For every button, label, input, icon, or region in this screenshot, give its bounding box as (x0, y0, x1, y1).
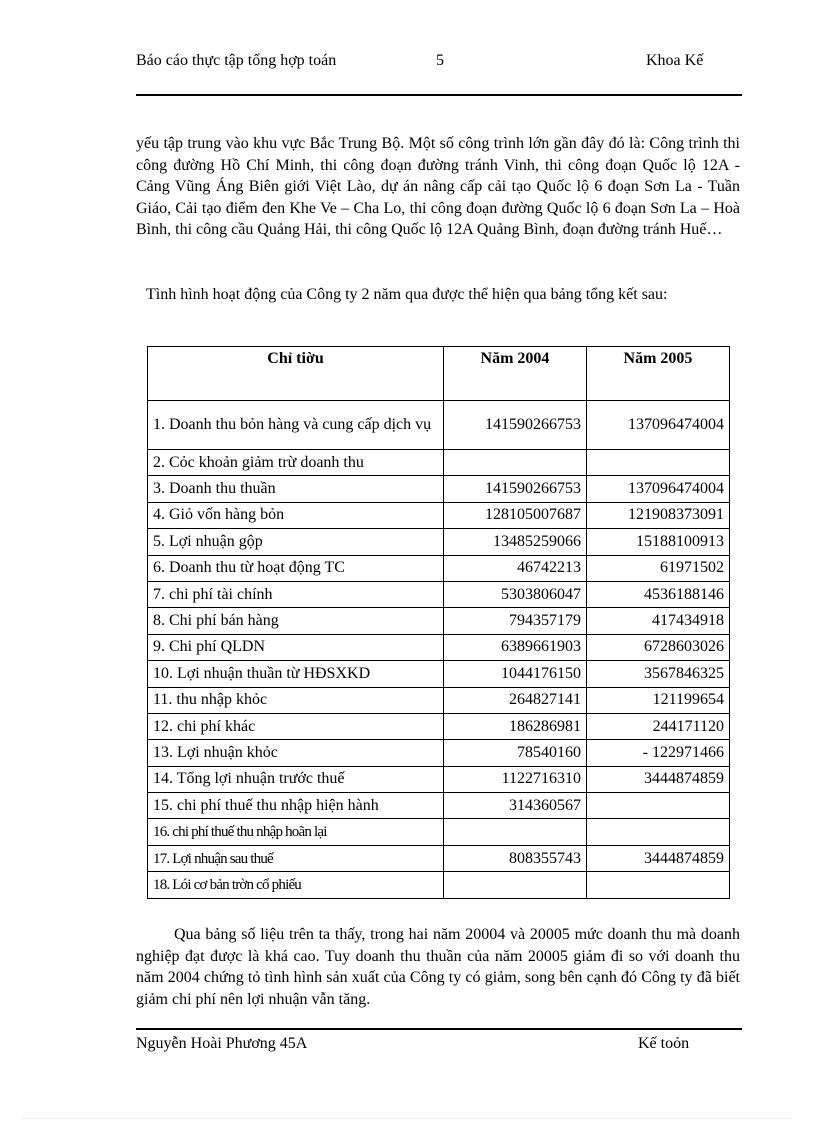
value-2004: 6389661903 (444, 634, 587, 660)
value-2005 (587, 450, 730, 476)
indicator-name: 14. Tổng lợi nhuận trước thuế (148, 766, 444, 792)
indicator-name: 2. Cỏc khoản giảm trừ doanh thu (148, 450, 444, 476)
indicator-name: 15. chi phí thuế thu nhập hiện hành (148, 793, 444, 819)
value-2005 (587, 793, 730, 819)
value-2004: 1044176150 (444, 661, 587, 687)
value-2004: 141590266753 (444, 401, 587, 450)
value-2005: 121199654 (587, 687, 730, 713)
table-row (148, 581, 730, 607)
table-row (148, 634, 730, 660)
value-2004: 808355743 (444, 845, 587, 871)
indicator-name: 7. chi phí tài chính (148, 581, 444, 607)
indicator-name: 13. Lợi nhuận khỏc (148, 740, 444, 766)
table-row (148, 713, 730, 739)
indicator-name: 5. Lợi nhuận gộp (148, 529, 444, 555)
value-2004 (444, 450, 587, 476)
value-2005: 137096474004 (587, 476, 730, 502)
value-2004: 13485259066 (444, 529, 587, 555)
intro-paragraph: yếu tập trung vào khu vực Bắc Trung Bộ. Một số công trình lớn gần đây đó là: Công trình thi công đường Hồ Chí Minh, thi công đoạn đường tránh Vinh, thi công đoạn Quốc lộ 12A - Cảng Vũng Áng Biên giới Việt Lào, dự án nâng cấp cải tạo Quốc lộ 6 đoạn Sơn La - Tuần Giáo, Cải tạo điểm đen Khe Ve – Cha Lo, thi công đoạn đường Quốc lộ 6 đoạn Sơn La – Hoà Bình, thi công cầu Quảng Hải, thi công Quốc lộ 12A Quảng Bình, đoạn đường tránh Huế… (136, 135, 740, 239)
table-intro-paragraph: Tình hình hoạt động của Công ty 2 năm qua được thể hiện qua bảng tổng kết sau: (146, 286, 668, 303)
value-2005: 15188100913 (587, 529, 730, 555)
value-2004: 1122716310 (444, 766, 587, 792)
indicator-name: 6. Doanh thu từ hoạt động TC (148, 555, 444, 581)
conclusion-paragraph: Qua bảng số liệu trên ta thấy, trong hai năm 20004 và 20005 mức doanh thu mà doanh nghiệp đạt được là khá cao. Tuy doanh thu thuần của năm 20005 giảm đi so với doanh thu năm 2004 chứng tỏ tình hình sản xuất của Công ty có giảm, song bên cạnh đó Công ty đã biết giảm chi phí nên lợi nhuận vẫn tăng. (136, 926, 740, 1008)
indicator-name: 16. chi phí thuế thu nhập hoãn lại (148, 819, 444, 845)
value-2005: 121908373091 (587, 502, 730, 528)
table-row (148, 766, 730, 792)
value-2004: 5303806047 (444, 581, 587, 607)
value-2005: 4536188146 (587, 581, 730, 607)
table-row (148, 529, 730, 555)
value-2005: 61971502 (587, 555, 730, 581)
table-row (148, 819, 730, 845)
table-row (148, 608, 730, 634)
header-year-2004: Năm 2004 (444, 347, 587, 401)
value-2004: 314360567 (444, 793, 587, 819)
table-row (148, 555, 730, 581)
indicator-name: 17. Lợi nhuận sau thuế (148, 845, 444, 871)
value-2005: 137096474004 (587, 401, 730, 450)
header-divider (136, 94, 742, 96)
indicator-name: 1. Doanh thu bỏn hàng và cung cấp dịch vụ (148, 401, 444, 450)
value-2005: 244171120 (587, 713, 730, 739)
business-results-table (147, 346, 730, 899)
header-indicator: Chỉ tiờu (148, 347, 444, 401)
table-row (148, 502, 730, 528)
value-2005: 3444874859 (587, 845, 730, 871)
value-2005: 6728603026 (587, 634, 730, 660)
value-2004: 264827141 (444, 687, 587, 713)
table-row (148, 793, 730, 819)
value-2005: 3444874859 (587, 766, 730, 792)
indicator-name: 4. Giỏ vốn hàng bỏn (148, 502, 444, 528)
indicator-name: 3. Doanh thu thuần (148, 476, 444, 502)
table-row (148, 740, 730, 766)
value-2005: 3567846325 (587, 661, 730, 687)
footer-author: Nguyễn Hoài Phương 45A (136, 1035, 308, 1052)
page-number: 5 (436, 52, 444, 69)
table-row (148, 872, 730, 898)
table-row (148, 450, 730, 476)
value-2004: 46742213 (444, 555, 587, 581)
table-row (148, 401, 730, 450)
indicator-name: 8. Chi phí bán hàng (148, 608, 444, 634)
value-2004: 128105007687 (444, 502, 587, 528)
indicator-name: 9. Chi phí QLDN (148, 634, 444, 660)
value-2005: - 122971466 (587, 740, 730, 766)
footer-divider (136, 1028, 742, 1030)
table-row (148, 845, 730, 871)
table-header-row (148, 347, 730, 401)
value-2005 (587, 819, 730, 845)
header-title: Báo cáo thực tập tổng hợp toán (136, 52, 337, 69)
value-2004 (444, 819, 587, 845)
table-row (148, 476, 730, 502)
value-2005 (587, 872, 730, 898)
indicator-name: 11. thu nhập khỏc (148, 687, 444, 713)
value-2004: 186286981 (444, 713, 587, 739)
value-2004: 141590266753 (444, 476, 587, 502)
page-edge (22, 1118, 794, 1119)
table-row (148, 661, 730, 687)
value-2005: 417434918 (587, 608, 730, 634)
indicator-name: 18. Lói cơ bản trờn cổ phiếu (148, 872, 444, 898)
table-row (148, 687, 730, 713)
value-2004: 78540160 (444, 740, 587, 766)
footer-department: Kế toỏn (638, 1035, 690, 1052)
header-department: Khoa Kế (646, 52, 704, 69)
value-2004 (444, 872, 587, 898)
indicator-name: 10. Lợi nhuận thuần từ HĐSXKD (148, 661, 444, 687)
value-2004: 794357179 (444, 608, 587, 634)
header-year-2005: Năm 2005 (587, 347, 730, 401)
indicator-name: 12. chi phí khác (148, 713, 444, 739)
